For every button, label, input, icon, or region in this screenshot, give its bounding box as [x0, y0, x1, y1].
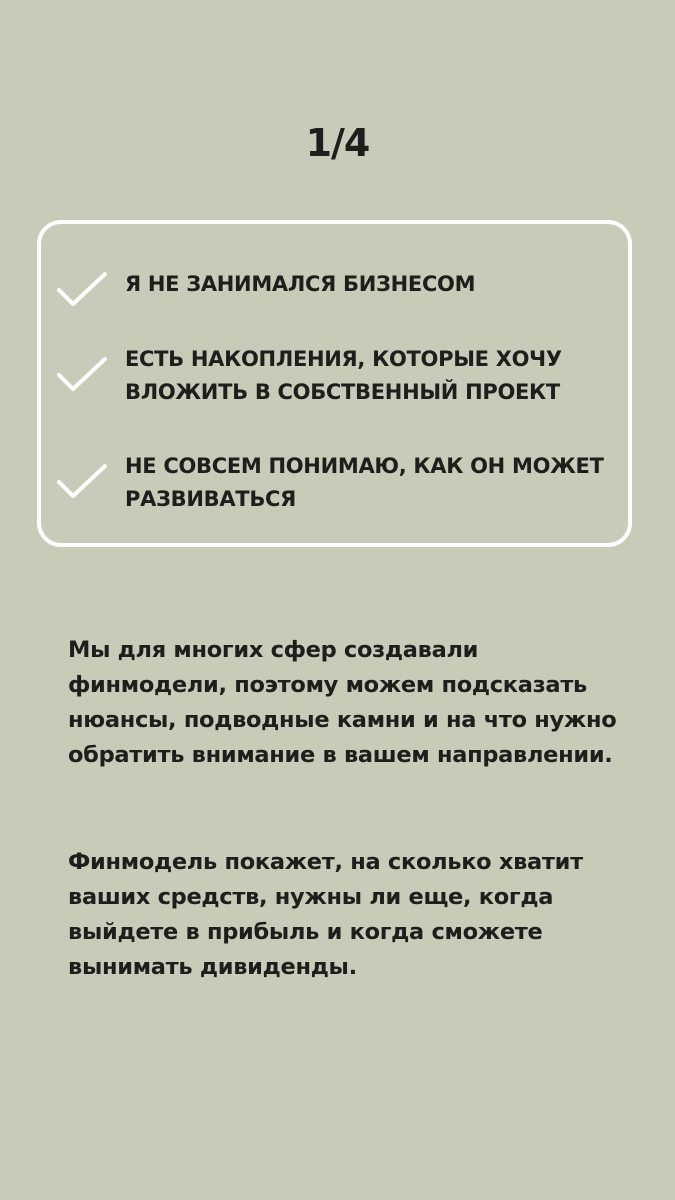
body-paragraph-expertise: Мы для многих сфер создавали финмодели, поэтому можем подсказать нюансы, подводные камни и на что нужно обратить внимание в вашем направлении.	[68, 637, 617, 768]
checkmark-icon	[55, 270, 109, 310]
checkmark-icon	[55, 462, 109, 502]
body-paragraph-finmodel: Финмодель покажет, на сколько хватит ваших средств, нужны ли еще, когда выйдете в прибыль и когда сможете вынимать дивиденды.	[68, 849, 583, 980]
checklist-item-label: ЕСТЬ НАКОПЛЕНИЯ, КОТОРЫЕ ХОЧУ ВЛОЖИТЬ В СОБСТВЕННЫЙ ПРОЕКТ	[125, 347, 562, 404]
checklist-item-label: НЕ СОВСЕМ ПОНИМАЮ, КАК ОН МОЖЕТ РАЗВИВАТЬСЯ	[125, 454, 604, 511]
checkmark-icon	[55, 355, 109, 395]
checklist-card	[37, 220, 632, 547]
checklist-item-label: Я НЕ ЗАНИМАЛСЯ БИЗНЕСОМ	[125, 272, 476, 296]
page-counter: 1/4	[305, 121, 370, 165]
